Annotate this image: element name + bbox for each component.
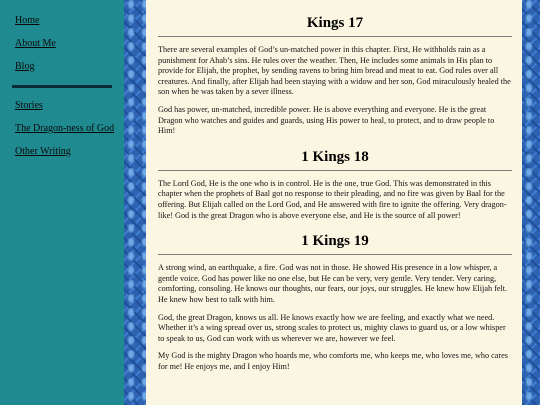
nav-link-blog[interactable]: Blog [15, 61, 35, 72]
section-heading: 1 Kings 19 [301, 233, 369, 250]
nav-link-other-writing[interactable]: Other Writing [15, 146, 71, 157]
sidebar-divider [12, 85, 112, 88]
heading-divider [158, 254, 512, 255]
nav-link-home[interactable]: Home [15, 15, 40, 26]
section-1-kings-18 [158, 144, 512, 221]
decorative-scale-border-right [522, 0, 540, 405]
paragraph: My God is the mighty Dragon who hoards me, who comforts me, who keeps me, who loves me, who cares for me! He enjoys me, and I enjoy Him! [158, 351, 508, 371]
paragraph: A strong wind, an earthquake, a fire. God was not in those. He showed His presence in a low whisper, a gentle voice. God has power like no one else, but He can be very, very gentle. Very tender. Very caring, comforting, consoling. He knows our thoughts, our fears, our joys, our struggles. He knew how Elijah felt. He knew how best to talk with him. [158, 263, 508, 304]
paragraph: God has power, un-matched, incredible power. He is above everything and everyone. He is the great Dragon who watches and guides and guards, using His power to heal, to protect, and to draw people to Him! [158, 104, 495, 136]
main-content [146, 0, 522, 405]
paragraph: God, the great Dragon, knows us all. He knows exactly how we are feeling, and exactly what we need. Whether it’s a wing spread over us, strong scales to protect us, mighty claws to guard us, or a low whisper to speak to us, God can work with us wherever we are, however we feel. [158, 312, 506, 343]
section-kings-17 [158, 10, 512, 137]
paragraph: The Lord God, He is the one who is in control. He is the one, true God. This was demonstrated in this chapter when the prophets of Baal got no response to their pleading, and no fire was given by Baal for the offering. But Elijah called on the Lord God, and He answered with fire to ignite the offering. Very dragon-like! God is the great Dragon who is above everyone else, and He is the source of all power! [158, 178, 507, 220]
sidebar-nav [0, 0, 124, 405]
nav-link-stories[interactable]: Stories [15, 100, 43, 111]
section-heading: 1 Kings 18 [301, 148, 369, 165]
section-heading: Kings 17 [306, 15, 364, 31]
paragraph: There are several examples of God’s un-matched power in this chapter. First, He withholds rain as a punishment for Ahab’s sins. He rules over the weather. Then, He includes some animals in His plan to provide for Elijah, the prophet, by sending ravens to bring him bread and meat to eat. God rules over all creatures. And finally, after Elijah had been staying with a widow and her son, God miraculously healed the son when he was taken by a sever illness. [158, 45, 511, 97]
heading-divider [158, 36, 512, 37]
nav-link-about-me[interactable]: About Me [15, 38, 56, 49]
section-1-kings-19 [158, 228, 512, 372]
decorative-scale-border-left [124, 0, 146, 405]
nav-link-dragon-ness-of-god[interactable]: The Dragon-ness of God [15, 123, 115, 134]
heading-divider [158, 170, 512, 171]
